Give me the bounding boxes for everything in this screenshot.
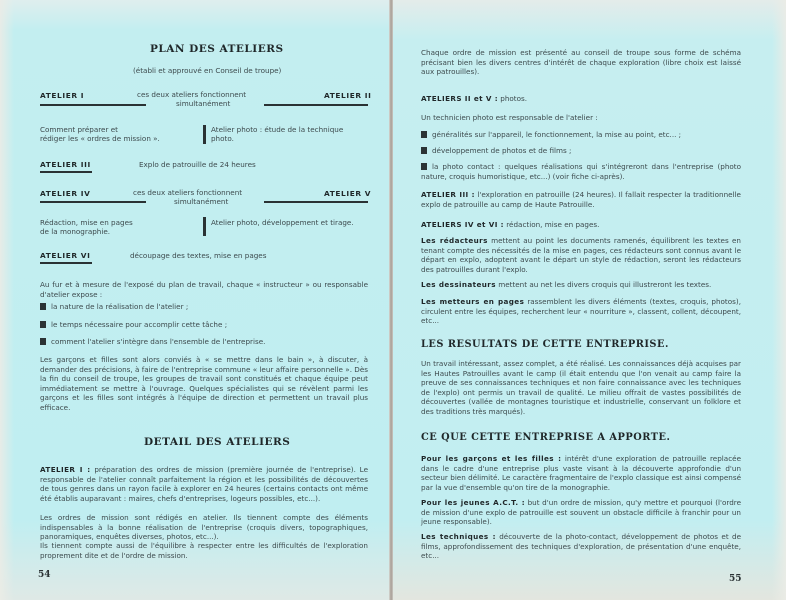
bullet-square-icon [421, 163, 427, 170]
metteurs-label: Les metteurs en pages [421, 297, 525, 306]
atelier-1-2-note-line1: ces deux ateliers fonctionnent [137, 90, 247, 99]
bullet-square-icon [40, 321, 46, 328]
photo-item-text: développement de photos et de films ; [432, 146, 572, 155]
metteurs-text: rassemblent les divers éléments (textes, croquis, photos), circulent entre les équipes, recherchent leur « nourriture », classent, collent, découpent, etc... [421, 297, 741, 326]
ateliers-4-6 [421, 220, 599, 230]
atelier-3-detail [421, 190, 741, 209]
bullet-square-icon [421, 131, 427, 138]
right-page [393, 0, 786, 600]
atelier-2-desc-line1: Atelier photo : étude de la technique [211, 125, 344, 134]
jeunes-paragraph [421, 498, 741, 527]
atelier-4-5-note-line1: ces deux ateliers fonctionnent [133, 188, 243, 197]
atelier-1-desc-line1: Comment préparer et [40, 125, 118, 134]
atelier-1-2-note-line2: simultanément [176, 99, 231, 108]
apporte-title: CE QUE CETTE ENTREPRISE A APPORTE. [421, 432, 671, 443]
detail-title: DETAIL DES ATELIERS [144, 436, 291, 448]
ateliers-2-5-label: ATELIERS II et V : [421, 94, 498, 103]
expose-item [40, 302, 188, 312]
redacteurs-label: Les rédacteurs [421, 236, 488, 245]
page-edge-shadow [0, 0, 14, 600]
expose-item [40, 337, 265, 347]
atelier-5-underline [264, 201, 368, 203]
jeunes-label: Pour les jeunes A.C.T. : [421, 498, 525, 507]
atelier-2-underline [264, 104, 368, 106]
ateliers-2-5-text: photos. [500, 94, 528, 103]
ateliers-4-6-label: ATELIERS IV et VI : [421, 220, 504, 229]
atelier-2-bar [203, 125, 206, 144]
mission-intro: Chaque ordre de mission est présenté au conseil de troupe sous forme de schéma précisant bien les divers centres d'intérêt de chaque exploration (libre choix est laissé aux patrouilles). [421, 48, 741, 77]
atelier-4-desc-line2: de la monographie. [40, 227, 111, 236]
atelier-3-underline [40, 171, 92, 173]
photo-item-text: la photo contact : quelques réalisations qui s'intégreront dans l'entreprise (photo nature, croquis humoristique, etc...) (voir fiche ci-après). [421, 162, 741, 181]
dessinateurs-text: mettent au net les divers croquis qui illustreront les textes. [498, 280, 712, 289]
techniques-label: Les techniques : [421, 532, 496, 541]
ateliers-4-6-text: rédaction, mise en pages. [506, 220, 600, 229]
detail-atelier-1-p2: Les ordres de mission sont rédigés en atelier. Ils tiennent compte des éléments indispensables à la bonne réalisation de l'entreprise (croquis divers, topographiques, panoramiques, enquêtes diverses, photos, etc...). [40, 513, 368, 542]
atelier-3-detail-text: l'exploration en patrouille (24 heures). Il fallait respecter la traditionnelle explo de patrouille au camp de Haute Patrouille. [421, 190, 741, 209]
resultats-paragraph: Un travail intéressant, assez complet, a été réalisé. Les connaissances déjà acquises par les Hautes Patrouilles avant le camp (il était entendu que l'on venait au camp faire la preuve de ses connaissances techniques et non faire connaissance avec les techniques de l'explo) ont permis un travail de qualité. Le milieu offrait de vastes possibilités de découvertes (vallée de montagnes touristique et industrielle, conservant un folklore et des traditions très marqués). [421, 359, 741, 416]
atelier-2-label: ATELIER II [324, 91, 372, 100]
plan-title: PLAN DES ATELIERS [150, 43, 284, 55]
detail-atelier-1-p1: préparation des ordres de mission (première journée de l'entreprise). Le responsable de l'atelier connaît parfaitement la région et les possibilités de découvertes de tous genres dans un rayon facile à explorer en 24 heures (certains contacts ont même été établis auparavant : maires, chefs d'entreprises, logeurs possibles, etc...). [40, 465, 368, 503]
left-page [0, 0, 391, 600]
photo-item [421, 130, 741, 140]
atelier-2-desc-line2: photo. [211, 134, 234, 143]
techniques-paragraph [421, 532, 741, 561]
jeunes-text: but d'un ordre de mission, qu'y mettre et pourquoi (l'ordre de mission d'une explo de patrouille est souvent un obstacle difficile à franchir pour un jeune responsable). [421, 498, 741, 527]
atelier-5-label: ATELIER V [324, 189, 372, 198]
atelier-6-underline [40, 262, 92, 264]
atelier-3-desc: Explo de patrouille de 24 heures [139, 160, 256, 169]
detail-atelier-1-label: ATELIER I : [40, 465, 91, 474]
atelier-4-label: ATELIER IV [40, 189, 91, 198]
atelier-1-label: ATELIER I [40, 91, 85, 100]
technicien-text: Un technicien photo est responsable de l'atelier : [421, 113, 598, 122]
redacteurs-paragraph [421, 236, 741, 274]
atelier-5-bar [203, 217, 206, 236]
dessinateurs-label: Les dessinateurs [421, 280, 496, 289]
metteurs-paragraph [421, 297, 741, 326]
bullet-square-icon [40, 338, 46, 345]
plan-subtitle: (établi et approuvé en Conseil de troupe) [133, 66, 282, 75]
redacteurs-text: mettent au point les documents ramenés, équilibrent les textes en tenant compte des nécessités de la mise en pages, ces rédacteurs sont connus avant le départ en explo, adoptent avant le départ un style de rédaction, seront les rédacteurs des patrouilles durant l'explo. [421, 236, 741, 274]
expose-intro: Au fur et à mesure de l'exposé du plan de travail, chaque « instructeur » ou responsable d'atelier expose : [40, 280, 368, 299]
atelier-1-desc-line2: rédiger les « ordres de mission ». [40, 134, 160, 143]
atelier-3-label: ATELIER III [40, 160, 91, 169]
bullet-square-icon [40, 303, 46, 310]
atelier-4-5-note-line2: simultanément [174, 197, 229, 206]
atelier-5-desc: Atelier photo, développement et tirage. [211, 218, 354, 227]
atelier-4-desc-line1: Rédaction, mise en pages [40, 218, 133, 227]
bullet-square-icon [421, 147, 427, 154]
dessinateurs-paragraph [421, 280, 741, 290]
expose-item-text: comment l'atelier s'intègre dans l'ensemble de l'entreprise. [51, 337, 266, 346]
atelier-4-underline [40, 201, 146, 203]
garcons-label: Pour les garçons et les filles : [421, 454, 562, 463]
atelier-6-desc: découpage des textes, mise en pages [130, 251, 267, 260]
techniques-text: découverte de la photo-contact, développement de photos et de films, approfondissement des techniques d'exploration, de présentation d'une enquête, etc... [421, 532, 741, 561]
page-number-right: 55 [729, 574, 742, 584]
page-edge-shadow [772, 0, 786, 600]
detail-atelier-1-p3: Ils tiennent compte aussi de l'équilibre à respecter entre les difficultés de l'exploration proprement dite et de l'ordre de mission. [40, 541, 368, 560]
expose-item-text: le temps nécessaire pour accomplir cette tâche ; [51, 320, 228, 329]
photo-item [421, 146, 741, 156]
expose-item-text: la nature de la réalisation de l'atelier ; [51, 302, 189, 311]
expose-item [40, 320, 227, 330]
garcons-paragraph [421, 454, 741, 492]
photo-item [421, 162, 741, 181]
resultats-title: LES RESULTATS DE CETTE ENTREPRISE. [421, 339, 669, 350]
detail-atelier-1 [40, 465, 368, 503]
garcons-text: intérêt d'une exploration de patrouille replacée dans le cadre d'une entreprise plus vaste visant à la découverte approfondie d'un secteur bien délimité. Le caractère fragmentaire de l'explo classique est ainsi compensé par la vue d'ensemble qu'on tire de la monographie. [421, 454, 741, 492]
ateliers-2-5 [421, 94, 527, 104]
groups-paragraph: Les garçons et filles sont alors conviés à « se mettre dans le bain », à discuter, à demander des précisions, à faire de l'entreprise commune « leur affaire personnelle ». Dès la fin du conseil de troupe, les groupes de travail sont constitués et chaque équipe peut immédiatement se mettre à l'ouvrage. Quelques spécialistes qui se révèlent parmi les garçons et les filles sont intégrés à l'équipe de direction et permettent un travail plus efficace. [40, 355, 368, 412]
page-number-left: 54 [38, 570, 51, 580]
atelier-1-underline [40, 104, 146, 106]
atelier-6-label: ATELIER VI [40, 251, 91, 260]
atelier-3-detail-label: ATELIER III : [421, 190, 475, 199]
photo-item-text: généralités sur l'appareil, le fonctionnement, la mise au point, etc... ; [432, 130, 682, 139]
